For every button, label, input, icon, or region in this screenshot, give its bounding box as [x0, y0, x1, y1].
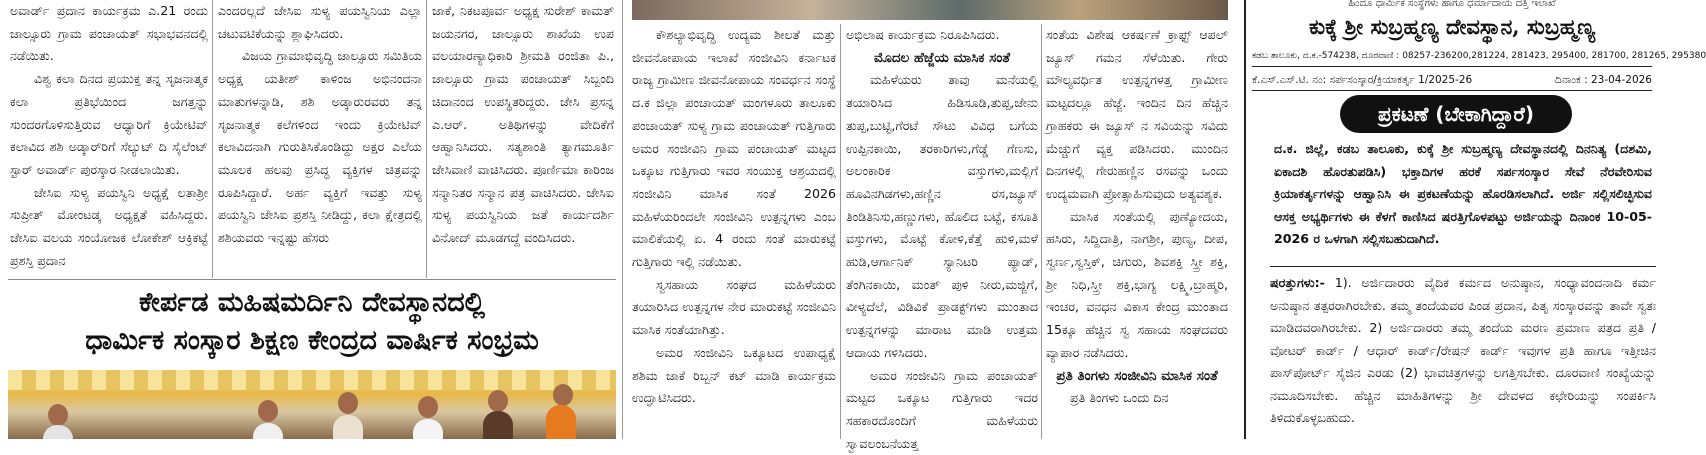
- article-paragraph: ಪ್ರತಿ ತಿಂಗಳು ಒಂದು ದಿನ: [1070, 390, 1169, 406]
- photo-person: [338, 392, 358, 414]
- photo-person: [418, 396, 438, 418]
- notice-reference: ಕೆ.ಎಸ್.ಎಸ್.ಟಿ. ನಂ: ಸರ್ಪಸಂಸ್ಕಾರ/ಕ್ರಿಯಾಕರ್ತೃ 1/2025-26: [1252, 74, 1473, 86]
- notice-badge: ಪ್ರಕಟಣೆ (ಬೇಕಾಗಿದ್ದಾರೆ): [1340, 95, 1572, 133]
- notice-body: ದ.ಕ. ಜಿಲ್ಲೆ, ಕಡಬ ತಾಲೂಕು, ಕುಕ್ಕೆ ಶ್ರೀ ಸುಬ್ರಹ್ಮಣ್ಯ ದೇವಸ್ಥಾನದಲ್ಲಿ ದಿನನಿತ್ಯ (ದಶಮಿ, ಏಕಾದಶಿ ಹೊರತುಪಡಿಸಿ) ಭಕ್ತಾದಿಗಳ ಹರಕೆ ಸರ್ಪಸಂಸ್ಕಾರ ಸೇವೆ ನೆರವೇರಿಸುವ ಕ್ರಿಯಾಕರ್ತೃಗಳನ್ನು ಆಹ್ವಾನಿಸಿ ಈ ಪ್ರಕಟಣೆಯನ್ನು ಹೊರಡಿಸಲಾಗಿದೆ. ಅರ್ಜಿ ಸಲ್ಲಿಸಲಿಚ್ಛಿಸುವ ಆಸಕ್ತ ಅಭ್ಯರ್ಥಿಗಳು ಈ ಕೆಳಗೆ ಕಾಣಿಸಿದ ಷರತ್ತಿಗೊಳಪಟ್ಟು ಅರ್ಜಿಯನ್ನು ದಿನಾಂಕ 10-05-2026 ರ ಒಳಗಾಗಿ ಸಲ್ಲಿಸಬಹುದಾಗಿದೆ.: [1274, 141, 1652, 246]
- notice-rule: [1270, 266, 1656, 267]
- article-column-6: [1046, 24, 1228, 439]
- notice-rule: [1252, 90, 1652, 91]
- column-divider: [426, 0, 427, 278]
- article-column-1: [10, 0, 208, 280]
- notice-date: ದಿನಾಂಕ : 23-04-2026: [1555, 74, 1652, 86]
- article-column-4: [632, 24, 836, 439]
- news-headline: [8, 284, 616, 360]
- article-paragraph: ಅವಾರ್ಡ್ ಪ್ರದಾನ ಕಾರ್ಯಕ್ರಮ ಎ.21 ರಂದು ಜಾಲ್ಸೂರು ಗ್ರಾಮ ಪಂಚಾಯತ್ ಸಭಾಭವನದಲ್ಲಿ ನಡೆಯಿತು.: [10, 3, 208, 64]
- notice-address: ಕಡಬ ತಾಲೂಕು, ದ.ಕ.-574238, ದೂರವಾಣಿ : 08257-236200,281224, 281423, 295400, 281700, 281265, 295380: [1252, 51, 1706, 61]
- column-divider: [622, 0, 623, 439]
- notice-rule: [1252, 66, 1652, 67]
- photo-person: [43, 425, 73, 439]
- photo-person: [546, 405, 576, 439]
- column-divider: [212, 0, 213, 278]
- temple-notice: [1244, 0, 1706, 439]
- article-paragraph: ಜೇಸಿಐ ಸುಳ್ಯ ಪಯಸ್ವಿನಿ ಅಧ್ಯಕ್ಷೆ ಲತಾಶ್ರೀ ಸುಪ್ರೀತ್ ಮೋಂಟಡ್ಕ ಅಧ್ಯಕ್ಷತೆ ವಹಿಸಿದ್ದರು. ಜೇಸಿಐ ವಲಯ ಸಂಯೋಜಕ ಲೋಕೇಶ್ ಆಕ್ರಿಕಟ್ಟೆ ಪ್ರಶಸ್ತಿ ಪ್ರದಾನ: [10, 184, 208, 268]
- article-column-5: [846, 24, 1038, 451]
- article-paragraph: ಅಮರ ಸಂಜೀವಿನಿ ಗ್ರಾಮ ಪಂಚಾಯತ್ ಮಟ್ಟದ ಒಕ್ಕೂಟ ಗುತ್ತಿಗಾರು ಇದರ ಸಹಕಾರದೊಂದಿಗೆ ಮಹಿಳೆಯರು ಸ್ವಾವಲಂಬನೆಯತ್ತ: [846, 367, 1038, 451]
- notice-department: ಹಿಂದೂ ಧಾರ್ಮಿಕ ಸಂಸ್ಥೆಗಳು ಹಾಗೂ ಧರ್ಮಾದಾಯ ದತ್ತಿ ಇಲಾಖೆ: [1348, 0, 1556, 9]
- article-paragraph: ಜಾಕೆ, ನಿಕಟಪೂರ್ವ ಅಧ್ಯಕ್ಷ ಸುರೇಶ್ ಕಾಮತ್ ಜಯನಗರ, ಜಾಲ್ಸೂರು ಶಾಖೆಯ ಉಪ ವಲಯಾರಣ್ಯಾಧಿಕಾರಿ ಶ್ರೀಮತಿ ರಂಜಿತಾ ಪಿ., ಜಾಲ್ಸೂರು ಗ್ರಾಮ ಪಂಚಾಯತ್ ಸಿಬ್ಬಂದಿ ಚಿದಾನಂದ ಉಪಸ್ಥಿತರಿದ್ದರು. ಜೇಸಿ ಪ್ರಸನ್ನ ಎ.ಆರ್. ಅತಿಥಿಗಳನ್ನು ವೇದಿಕೆಗೆ ಆಹ್ವಾನಿಸಿದರು. ಸತ್ಯಶಾಂತಿ ತ್ಯಾಗಮೂರ್ತಿ ಜೇಸಿವಾಣಿ ವಾಚಿಸಿದರು. ಪೂರ್ಣಿಮಾ ಕಾರಿಂಜ ಸನ್ಮಾನಿತರ ಸನ್ಮಾನ ಪತ್ರ ವಾಚಿಸಿದರು. ಜೇಸಿಐ ಸುಳ್ಯ ಪಯಸ್ವಿನಿಯ ಜತೆ ಕಾರ್ಯದರ್ಶಿ ವಿನೋದ್ ಮೂಡಗದ್ದೆ ವಂದಿಸಿದರು.: [432, 3, 614, 246]
- article-subheading: ಮೊದಲ ಹೆಜ್ಜೆಯ ಮಾಸಿಕ ಸಂತೆ: [874, 49, 1010, 66]
- photo-decoration: [8, 370, 616, 390]
- event-photo: [8, 370, 616, 439]
- article-paragraph: ಅಮರ ಸಂಜೀವಿನಿ ಒಕ್ಕೂಟದ ಉಪಾಧ್ಯಕ್ಷೆ ಶಶಿಮ ಜಾಕೆ ರಿಬ್ಬನ್ ಕಟ್ ಮಾಡಿ ಕಾರ್ಯಕ್ರಮ ಉದ್ಘಾಟಿಸಿದರು.: [632, 344, 836, 406]
- photo-person: [48, 404, 68, 426]
- column-divider: [840, 24, 841, 439]
- article-paragraph: ಎಂದರಲ್ಲದೆ ಜೇಸಿಐ ಸುಳ್ಯ ಪಯಸ್ವಿನಿಯ ಎಲ್ಲಾ ಚಟುವಟಿಕೆಯನ್ನು ಶ್ಲಾಘಿಸಿದರು.: [218, 3, 422, 41]
- article-paragraph: ಸ್ವಸಹಾಯ ಸಂಘದ ಮಹಿಳೆಯರು ತಯಾರಿಸಿದ ಉತ್ಪನ್ನಗಳ ನೇರ ಮಾರುಕಟ್ಟೆ ಸಂಜೀವಿನಿ ಮಾಸಿಕ ಸಂತೆಯಾಗಿತ್ತು.: [632, 276, 836, 338]
- article-paragraph: ಮಹಿಳೆಯರು ತಾವು ಮನೆಯಲ್ಲಿ ತಯಾರಿಸಿದ ಹಿಡಿಸೂಡಿ,ತುಪ್ಪ,ಜೇನು ತುಪ್ಪ,ಬುಟ್ಟಿ,ಗೆರಟೆ ಸೌಟು ವಿವಿಧ ಬಗೆಯ ಉಪ್ಪಿನಕಾಯಿ, ತರಕಾರಿಗಳು,ಗೆಡ್ಡೆ ಗೆಣಸು, ಅಲಂಕಾರಿಕ ವಸ್ತುಗಳು,ಮಲ್ಲಿಗೆ ಹೂವಿನಗಿಡಗಳು,ಹಣ್ಣಿನ ರಸ,ಜ್ಯೂಸ್ ತಿಂಡಿತಿನಿಸು,ಹಣ್ಣುಗಳು, ಹೊಲಿದ ಬಟ್ಟೆ, ಕಸೂತಿ ವಸ್ತುಗಳು, ಮೊಟ್ಟೆ ಕೋಳಿ,ಕೆತ್ತೆ ಹುಳಿ,ಮಳೆ ಹುಡಿ,ಆರ್ಗಾನಿಕ್ ಸ್ಯಾನಿಟರಿ ಪ್ಯಾಡ್, ತೆಂಗಿನಕಾಯಿ, ಮಂತ್ ಪುಳಿ ನೀರು,ಮಜ್ಜಿಗೆ, ವೀಳ್ಯದೆಲೆ, ವಿಡಿವಿಕೆ ಪ್ರಾಡಕ್ಟ್‌ಗಳು ಮುಂತಾದ ಉತ್ಪನ್ನಗಳನ್ನು ಮಾರಾಟ ಮಾಡಿ ಉತ್ತಮ ಆದಾಯ ಗಳಿಸಿದರು.: [846, 72, 1038, 360]
- article-paragraph: ಅಭಿಲಾಷ ಕಾರ್ಯಕ್ರಮ ನಿರೂಪಿಸಿದರು.: [846, 27, 1000, 42]
- photo-person: [333, 415, 363, 439]
- photo-person: [553, 384, 573, 406]
- photo-person: [253, 423, 283, 439]
- article-column-2: [218, 0, 422, 280]
- photo-person: [413, 419, 443, 439]
- article-photo: [632, 0, 1228, 20]
- article-paragraph: ಕೌಶಲ್ಯಾಭಿವೃದ್ಧಿ ಉದ್ಯಮ ಶೀಲತೆ ಮತ್ತು ಜೀವನೋಪಾಯ ಇಲಾಖೆ ಸಂಜೀವಿನಿ ಕರ್ನಾಟಕ ರಾಜ್ಯ ಗ್ರಾಮೀಣ ಜೀವನೋಪಾಯ ಸಂವರ್ಧನ ಸಂಸ್ಥೆ ದ.ಕ ಜಿಲ್ಲಾ ಪಂಚಾಯತ್ ಮಂಗಳೂರು ತಾಲೂಕು ಪಂಚಾಯತ್ ಸುಳ್ಯ ಗ್ರಾಮ ಪಂಚಾಯತ್ ಗುತ್ತಿಗಾರು ಅಮರ ಸಂಜೀವಿನಿ ಗ್ರಾಮ ಪಂಚಾಯತ್ ಮಟ್ಟದ ಒಕ್ಕೂಟ ಗುತ್ತಿಗಾರು ಇವರ ಸಂಯುಕ್ತ ಆಶ್ರಯದಲ್ಲಿ ಸಂಜೀವಿನಿ ಮಾಸಿಕ ಸಂತೆ 2026 ಮಹಿಳೆಯರಿಂದಲೇ ಸಂಜೀವಿನಿ ಉತ್ಪನ್ನಗಳು ಎಂಬ ಮಾಲಿಕೆಯಲ್ಲಿ ಏ. 4 ರಂದು ಸಂತೆ ಮಾರುಕಟ್ಟೆ ಗುತ್ತಿಗಾರು ಇಲ್ಲಿ ನಡೆಯಿತು.: [632, 27, 836, 270]
- headline-line-1: ಕೇರ್ಪಡ ಮಹಿಷಮರ್ದಿನಿ ದೇವಸ್ಥಾನದಲ್ಲಿ: [138, 287, 486, 318]
- section-rule: [8, 279, 616, 280]
- notice-conditions: [1270, 272, 1656, 430]
- headline-line-2: ಧಾರ್ಮಿಕ ಸಂಸ್ಕಾರ ಶಿಕ್ಷಣ ಕೇಂದ್ರದ ವಾರ್ಷಿಕ ಸಂಭ್ರಮ: [85, 325, 539, 356]
- photo-person: [483, 411, 513, 439]
- article-paragraph: ವಿಶ್ವ ಕಲಾ ದಿನದ ಪ್ರಯುಕ್ತ ತನ್ನ ಸೃಜನಾತ್ಮಕ ಕಲಾ ಪ್ರತಿಭೆಯಿಂದ ಜಗತ್ತನ್ನು ಸುಂದರಗೊಳಿಸುತ್ತಿರುವ ಆಧ್ಯಾರಿಗೆ ಕ್ರಿಯೇಟಿವ್ ಕಲಾವಿದ ಶಶಿ ಅಡ್ಕಾರ್‌ರಿಗೆ ಸೆಲ್ಯುಟ್ ದಿ ಸೈಲೆಂಟ್ ಸ್ಟಾರ್ ಅವಾರ್ಡ್ ಪುರಸ್ಕಾರ ನೀಡಲಾಯಿತು.: [10, 71, 208, 177]
- column-divider: [1041, 24, 1042, 439]
- article-paragraph: ವಿಜಯ ಗ್ರಾಮಾಭಿವೃದ್ಧಿ ಜಾಲ್ಸೂರು ಸಮಿತಿಯ ಅಧ್ಯಕ್ಷ ಯತೀಶ್ ಕಾಳಿಂಜ ಅಭಿನಂದನಾ ಮಾತುಗಳನ್ನಾಡಿ, ಶಶಿ ಅಡ್ಕಾರುರವರು ತನ್ನ ಸೃಜನಾತ್ಮಕ ಕಲೆಗಳಿಂದ ಇಂದು ಕ್ರಿಯೇಟಿವ್ ಕಲಾವಿದನಾಗಿ ಗುರುತಿಸಿಕೊಂಡಿದ್ದು ಅಕ್ಷರ ಎಲೆಯ ಮೂಲಕ ಹಲವು ಪ್ರಸಿದ್ಧ ವ್ಯಕ್ತಿಗಳ ಚಿತ್ರವನ್ನು ರೂಪಿಸಿದ್ದಾರೆ. ಅರ್ಹ ವ್ಯಕ್ತಿಗೆ ಇವತ್ತು ಸುಳ್ಯ ಪಯಸ್ವಿನಿ ಜೇಸಿಐ ಪ್ರಶಸ್ತಿ ನೀಡಿದ್ದು, ಕಲಾ ಕ್ಷೇತ್ರದಲ್ಲಿ ಶಶಿಯವರು ಇನ್ನಷ್ಟು ಹೆಸರು: [218, 48, 422, 246]
- photo-person: [488, 390, 508, 412]
- article-column-3: [432, 0, 614, 280]
- photo-person: [258, 400, 278, 422]
- conditions-text: 1). ಅರ್ಜಿದಾರರು ವೈದಿಕ ಕರ್ಮದ ಅನುಷ್ಠಾನ, ಸಂಧ್ಯಾವಂದನಾದಿ ಕರ್ಮ ಅನುಷ್ಠಾನ ತತ್ಪರರಾಗಿರಬೇಕು. ತಮ್ಮ ತಂದೆಯವರ ಪಿಂಡ ಪ್ರದಾನ, ಪಿತೃ ಸಂಸ್ಕಾರವನ್ನು ತಾವೇ ಸ್ವತಃ ಮಾಡಿದವರಾಗಿರಬೇಕು. 2) ಅರ್ಜಿದಾರರು ತಮ್ಮ ತಂದೆಯ ಮರಣ ಪ್ರಮಾಣ ಪತ್ರದ ಪ್ರತಿ / ವೋಟರ್ ಕಾರ್ಡ್ / ಆಧಾರ್ ಕಾರ್ಡ್/ರೇಷನ್ ಕಾರ್ಡ್ ಇವುಗಳ ಪ್ರತಿ ಹಾಗೂ ಇತ್ತೀಚಿನ ಪಾಸ್‌ಪೋರ್ಟ್ ಸೈಜಿನ ಎರಡು (2) ಭಾವಚಿತ್ರಗಳನ್ನು ಲಗತ್ತಿಸಬೇಕು. ದೂರವಾಣಿ ಸಂಖ್ಯೆಯನ್ನು ನಮೂದಿಸಬೇಕು. ಹೆಚ್ಚಿನ ಮಾಹಿತಿಗಳನ್ನು ಶ್ರೀ ದೇವಳದ ಕಛೇರಿಯನ್ನು ಸಂಪರ್ಕಿಸಿ ತಿಳಿದುಕೊಳ್ಳಬಹುದು.: [1270, 275, 1656, 425]
- notice-title: ಕುಕ್ಕೆ ಶ್ರೀ ಸುಬ್ರಹ್ಮಣ್ಯ ದೇವಸ್ಥಾನ, ಸುಬ್ರಹ್ಮಣ್ಯ: [1308, 14, 1596, 39]
- article-subheading: ಪ್ರತಿ ತಿಂಗಳು ಸಂಜೀವಿನಿ ಮಾಸಿಕ ಸಂತೆ: [1056, 367, 1218, 384]
- article-paragraph: ಮಾಸಿಕ ಸಂತೆಯಲ್ಲಿ ಪುಣ್ಯೋದಯ, ಹಸಿರು, ಸಿದ್ದಿದಾತ್ರಿ, ನಾಗಶ್ರೀ, ಪುಣ್ಯ, ದೀಪ, ಸ್ವರ್ಣ,ಸ್ವಸ್ತಿಕ್, ಚಿಗುರು, ಶಿವಶಕ್ತಿ ಸ್ತ್ರೀ ಶಕ್ತಿ, ಶ್ರೀ ನಿಧಿ,ಸ್ತ್ರೀ ಶಕ್ತಿ,ಭಾಗ್ಯ ಲಕ್ಷ್ಮಿ,ಬ್ರಾಹ್ಮರಿ, ಇಂಚರ, ವನಧನ ವಿಕಾಸ ಕೇಂದ್ರ ಮುಂತಾದ 15ಕ್ಕೂ ಹೆಚ್ಚಿನ ಸ್ವ ಸಹಾಯ ಸಂಘದವರು ವ್ಯಾಪಾರ ನಡೆಸಿದರು.: [1046, 208, 1228, 360]
- conditions-label: ಷರತ್ತುಗಳು:-: [1270, 275, 1325, 290]
- article-paragraph: ಸಂತೆಯ ವಿಶೇಷ ಆಕರ್ಷಣೆ ಕ್ರಾಫ್ಟ್ ಆಪಲ್ ಜ್ಯೂಸ್ ಗಮನ ಸೆಳೆಯಿತು. ಗೇರು ಮೌಲ್ಯವರ್ಧಿತ ಉತ್ಪನ್ನಗಳತ್ತ ಗ್ರಾಮೀಣ ಮಟ್ಟದಲ್ಲೂ ಹೆಜ್ಜೆ. ಇಂದಿನ ದಿನ ಹೆಚ್ಚಿನ ಗ್ರಾಹಕರು ಈ ಜ್ಯೂಸ್ ನ ಸವಿಯನ್ನು ಸವಿದು ಮೆಚ್ಚುಗೆ ವ್ಯಕ್ತ ಪಡಿಸಿದರು. ಮುಂದಿನ ದಿನಗಳಲ್ಲಿ ಗೇರುಹಣ್ಣಿನ ರಸವನ್ನು ಒಂದು ಉದ್ಯಮವಾಗಿ ಪ್ರೋತ್ಸಾಹಿಸುವುದು ಅತ್ಯವಶ್ಯಕ.: [1046, 27, 1228, 201]
